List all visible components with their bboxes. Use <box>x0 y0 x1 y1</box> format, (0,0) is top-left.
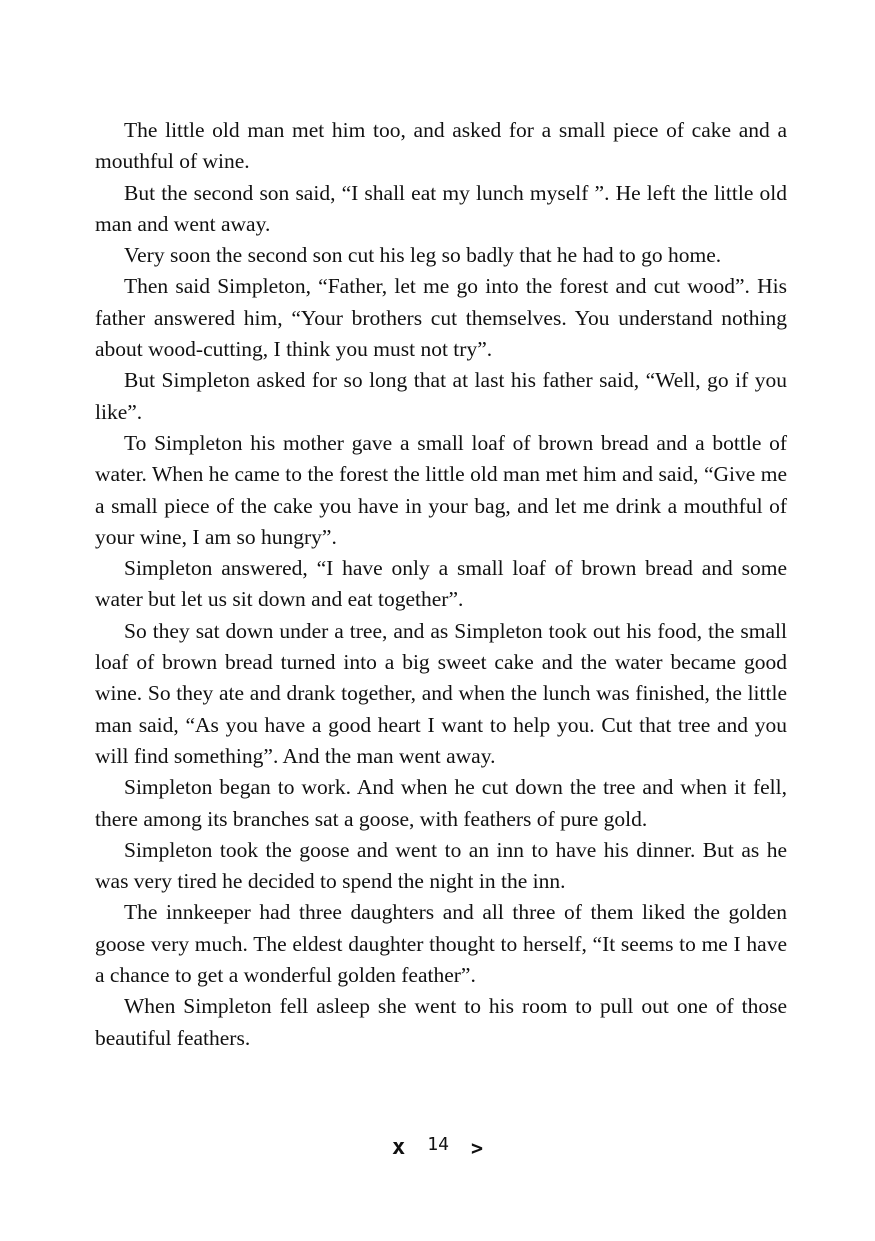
paragraph-3: Very soon the second son cut his leg so badly that he had to go home. <box>124 243 722 268</box>
paragraph-12: When Simpleton fell asleep she went to his room to pull out one of those beautiful feathers. <box>95 994 787 1050</box>
paragraph-8: So they sat down under a tree, and as Simpleton took out his food, the small loaf of brown bread turned into a big sweet cake and the water became good wine. So they ate and drank together, and when the lunch was finished, the little man said, “As you have a good heart I want to help you. Cut that tree and you will find something”. And the man went away. <box>95 618 787 768</box>
paragraph-2: But the second son said, “I shall eat my lunch myself ”. He left the little old man and went away. <box>95 180 787 236</box>
close-icon[interactable]: x <box>392 1135 406 1160</box>
page-body <box>95 115 787 1054</box>
paragraph-5: But Simpleton asked for so long that at last his father said, “Well, go if you like”. <box>95 368 787 424</box>
paragraph-9: Simpleton began to work. And when he cut down the tree and when it fell, there among its branches sat a goose, with feathers of pure gold. <box>95 775 787 831</box>
next-page-icon[interactable]: > <box>470 1136 483 1160</box>
paragraph-11: The innkeeper had three daughters and all three of them liked the golden goose very much. The eldest daughter thought to herself, “It seems to me I have a chance to get a wonderful golden feather”. <box>95 900 787 988</box>
page-navigation <box>0 1133 875 1163</box>
paragraph-10: Simpleton took the goose and went to an inn to have his dinner. But as he was very tired he decided to spend the night in the inn. <box>95 837 787 894</box>
paragraph-4: Then said Simpleton, “Father, let me go into the forest and cut wood”. His father answered him, “Your brothers cut themselves. You understand nothing about wood-cutting, I think you must not try”. <box>95 274 787 362</box>
paragraph-7: Simpleton answered, “I have only a small loaf of brown bread and some water but let us sit down and eat together”. <box>95 556 787 612</box>
paragraph-6: To Simpleton his mother gave a small loaf of brown bread and a bottle of water. When he came to the forest the little old man met him and said, “Give me a small piece of the cake you have in your bag, and let me drink a mouthful of your wine, I am so hungry”. <box>95 430 787 549</box>
paragraph-1: The little old man met him too, and asked for a small piece of cake and a mouthful of wine. <box>95 118 787 174</box>
page-number: 14 <box>427 1134 449 1155</box>
